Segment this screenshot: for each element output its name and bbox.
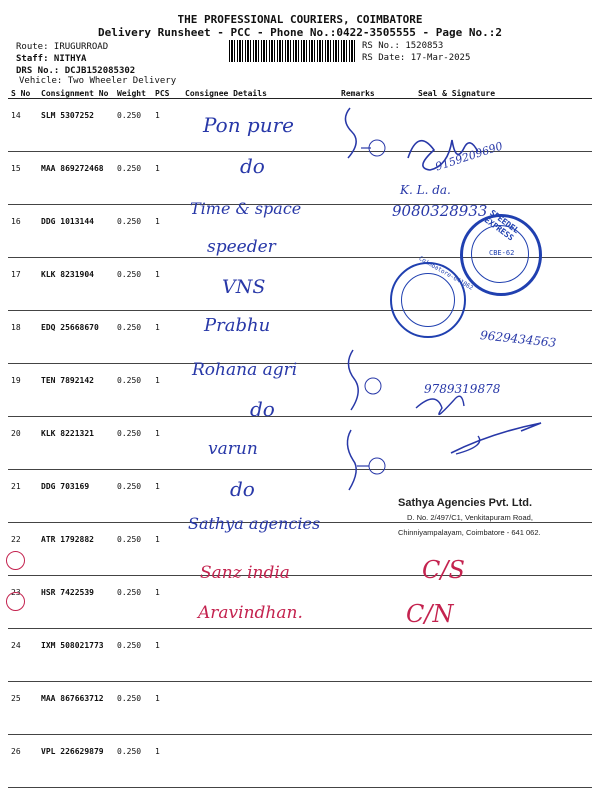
handwritten-phone: 9080328933 (392, 202, 488, 220)
handwritten-consignee: varun (208, 439, 258, 459)
cell-pcs: 1 (152, 152, 182, 205)
speedel-stamp-code: CBE-62 (489, 249, 515, 257)
sathya-stamp-name: Sathya Agencies Pvt. Ltd. (398, 497, 533, 509)
cell-sno: 23 (8, 576, 38, 629)
vehicle-label: Vehicle: Two Wheeler Delivery (19, 76, 177, 86)
cell-pcs: 1 (152, 523, 182, 576)
cell-weight: 0.250 (114, 523, 152, 576)
cell-pcs: 1 (152, 205, 182, 258)
barcode (229, 40, 357, 62)
header-remarks: Remarks (338, 89, 396, 99)
cell-weight: 0.250 (114, 576, 152, 629)
cell-consignment: DDG 1013144 (38, 205, 114, 258)
cell-consignee (182, 417, 338, 470)
cell-weight: 0.250 (114, 311, 152, 364)
cell-signature (396, 735, 592, 788)
cell-consignee (182, 682, 338, 735)
cell-weight: 0.250 (114, 364, 152, 417)
handwritten-consignee: Sathya agencies (188, 514, 321, 533)
handwritten-phone: 9629434563 (479, 328, 557, 350)
cell-sno: 14 (8, 99, 38, 152)
table-header-row (8, 89, 592, 99)
cell-weight: 0.250 (114, 470, 152, 523)
cell-consignment: EDQ 25668670 (38, 311, 114, 364)
cell-sno: 17 (8, 258, 38, 311)
header-weight: Weight (114, 89, 152, 99)
header-consignment: Consignment No (38, 89, 114, 99)
cell-pcs: 1 (152, 682, 182, 735)
sathya-agencies-stamp (398, 497, 588, 537)
handwritten-consignee: Aravindhan. (198, 603, 303, 623)
transport-stamp (390, 255, 475, 338)
cell-sno: 26 (8, 735, 38, 788)
cell-consignment: KLK 8231904 (38, 258, 114, 311)
cell-weight: 0.250 (114, 682, 152, 735)
handwritten-consignee: Sanz india (200, 563, 290, 583)
speedel-stamp-name: SPEEDEL EXPRESS (482, 208, 521, 243)
cell-consignment: ATR 1792882 (38, 523, 114, 576)
cell-pcs: 1 (152, 258, 182, 311)
table-row (8, 682, 592, 735)
cell-weight: 0.250 (114, 417, 152, 470)
cell-pcs: 1 (152, 364, 182, 417)
cell-remarks (338, 523, 396, 576)
cell-sno: 25 (8, 682, 38, 735)
cell-consignment: MAA 869272468 (38, 152, 114, 205)
route-label: Route: IRUGURROAD (16, 42, 109, 52)
cell-pcs: 1 (152, 470, 182, 523)
cell-remarks (338, 735, 396, 788)
remarks-marks (335, 100, 395, 500)
cell-remarks (338, 629, 396, 682)
cell-consignment: KLK 8221321 (38, 417, 114, 470)
cell-consignment: VPL 226629879 (38, 735, 114, 788)
cell-consignee (182, 629, 338, 682)
drs-number: DRS No.: DCJB152085302 (16, 66, 136, 76)
handwritten-phone: 9789319878 (424, 382, 501, 396)
header-pcs: PCS (152, 89, 182, 99)
handwritten-consignee: do (240, 154, 265, 178)
cell-sno: 18 (8, 311, 38, 364)
handwritten-consignee: Prabhu (204, 315, 271, 336)
rs-date: RS Date: 17-Mar-2025 (362, 53, 471, 63)
handwritten-receiver: K. L. da. (400, 183, 451, 197)
handwritten-consignee: speeder (207, 237, 276, 257)
cell-weight: 0.250 (114, 205, 152, 258)
handwritten-consignee: do (230, 477, 255, 501)
handwritten-phone: 9159209690 (433, 139, 505, 174)
cell-weight: 0.250 (114, 629, 152, 682)
table-row (8, 735, 592, 788)
header-seal: Seal & Signature (396, 89, 592, 99)
cell-signature (396, 682, 592, 735)
cell-weight: 0.250 (114, 735, 152, 788)
cell-weight: 0.250 (114, 152, 152, 205)
cell-pcs: 1 (152, 735, 182, 788)
cell-sno: 21 (8, 470, 38, 523)
transport-stamp-text: Coimbatore-641062 (417, 255, 475, 292)
cell-consignment: SLM 5307252 (38, 99, 114, 152)
cell-sno: 15 (8, 152, 38, 205)
row-26-circle (6, 592, 25, 611)
cell-pcs: 1 (152, 417, 182, 470)
cell-pcs: 1 (152, 629, 182, 682)
handwritten-consignee: VNS (222, 276, 266, 298)
sathya-stamp-address-1: D. No. 2/497/C1, Venkitapuram Road, (407, 513, 533, 522)
cell-sno: 16 (8, 205, 38, 258)
handwritten-consignee: Pon pure (203, 113, 295, 137)
cell-sno: 22 (8, 523, 38, 576)
cell-weight: 0.250 (114, 99, 152, 152)
cell-sno: 20 (8, 417, 38, 470)
cell-consignment: HSR 7422539 (38, 576, 114, 629)
handwritten-consignee: Rohana agri (192, 360, 298, 380)
row-25-circle (6, 551, 25, 570)
sathya-stamp-address-2: Chinniyampalayam, Coimbatore - 641 062. (398, 528, 541, 537)
cell-weight: 0.250 (114, 258, 152, 311)
header-sno: S No (8, 89, 38, 99)
handwritten-receiver: C/S (422, 556, 465, 584)
table-row (8, 629, 592, 682)
cell-consignee (182, 735, 338, 788)
cell-sno: 19 (8, 364, 38, 417)
cell-consignment: TEN 7892142 (38, 364, 114, 417)
handwritten-receiver: C/N (406, 600, 454, 628)
cell-pcs: 1 (152, 576, 182, 629)
cell-signature (396, 629, 592, 682)
header-consignee: Consignee Details (182, 89, 338, 99)
cell-remarks (338, 682, 396, 735)
staff-label: Staff: NITHYA (16, 54, 87, 64)
cell-pcs: 1 (152, 99, 182, 152)
cell-sno: 24 (8, 629, 38, 682)
cell-consignment: DDG 703169 (38, 470, 114, 523)
runsheet-title: THE PROFESSIONAL COURIERS, COIMBATORE (177, 13, 423, 26)
rs-number: RS No.: 1520853 (362, 41, 444, 51)
runsheet-subtitle: Delivery Runsheet - PCC - Phone No.:0422-3505555 - Page No.:2 (98, 26, 502, 39)
cell-consignment: IXM 508021773 (38, 629, 114, 682)
handwritten-consignee: Time & space (190, 199, 302, 218)
cell-pcs: 1 (152, 311, 182, 364)
cell-remarks (338, 576, 396, 629)
handwritten-consignee: do (250, 397, 275, 421)
cell-consignment: MAA 867663712 (38, 682, 114, 735)
